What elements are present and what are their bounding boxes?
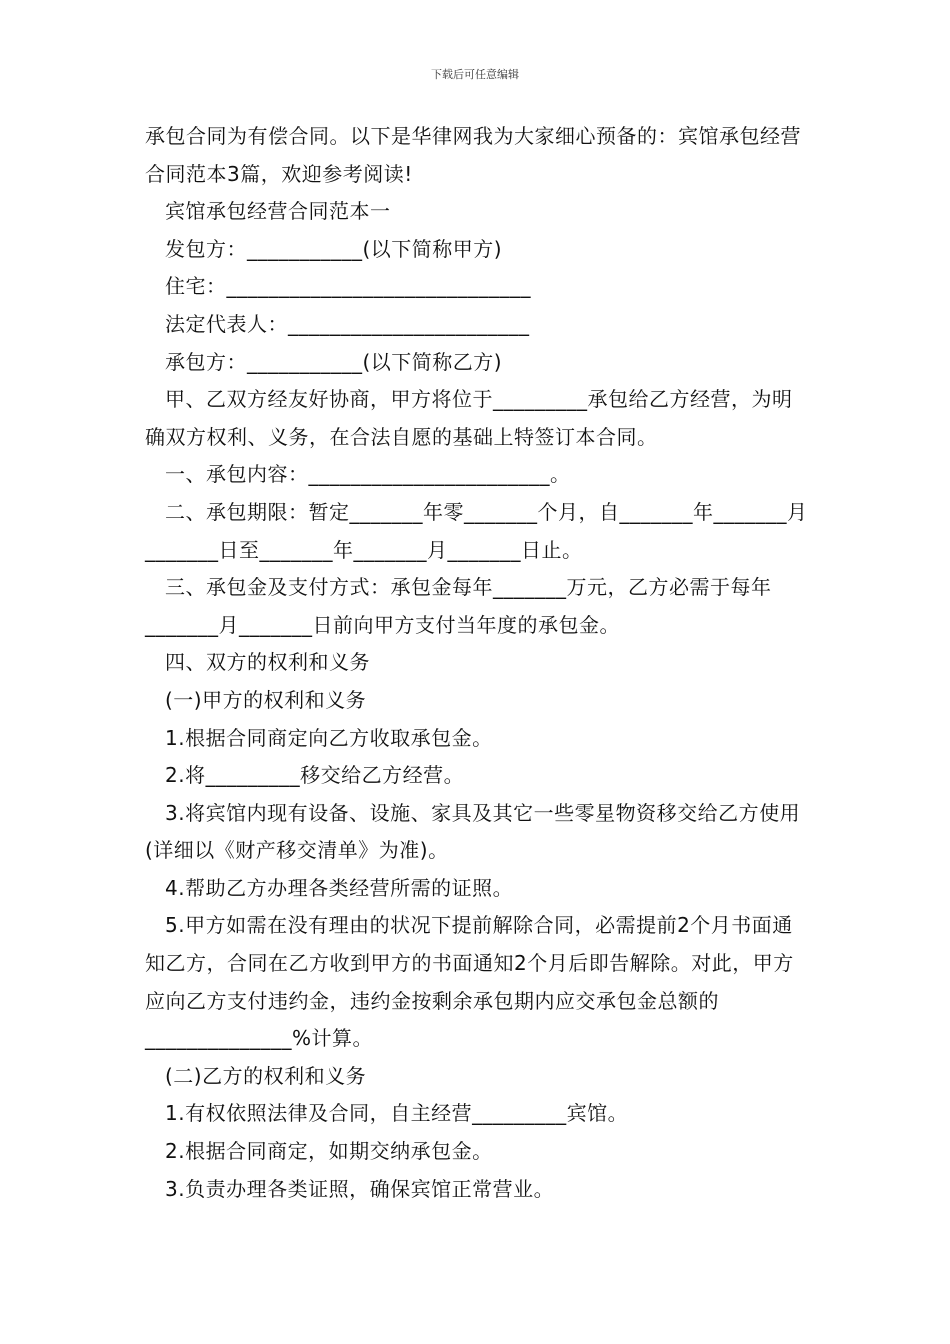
party-a-line: 发包方：___________(以下简称甲方) bbox=[165, 236, 503, 261]
party-a-item-3: 3.将宾馆内现有设备、设施、家具及其它一些零星物资移交给乙方使用(详细以《财产移交清单》为准)。 bbox=[145, 800, 801, 863]
clause-3-payment: 三、承包金及支付方式：承包金每年_______万元，乙方必需于每年_______月_______日前向甲方支付当年度的承包金。 bbox=[145, 575, 772, 637]
preamble-paragraph: 甲、乙双方经友好协商，甲方将位于_________承包给乙方经营，为明确双方权利、义务，在合法自愿的基础上特签订本合同。 bbox=[145, 387, 793, 449]
intro-paragraph: 承包合同为有偿合同。以下是华律网我为大家细心预备的：宾馆承包经营合同范本3篇，欢迎参考阅读! bbox=[145, 124, 801, 186]
party-a-item-2: 2.将_________移交给乙方经营。 bbox=[165, 763, 465, 788]
party-a-rights-heading: (一)甲方的权利和义务 bbox=[165, 687, 367, 712]
legal-representative-line: 法定代表人：_______________________ bbox=[165, 311, 530, 336]
party-b-item-1: 1.有权依照法律及合同，自主经营_________宾馆。 bbox=[165, 1101, 629, 1126]
party-b-line: 承包方：___________(以下简称乙方) bbox=[165, 349, 503, 374]
party-a-item-4: 4.帮助乙方办理各类经营所需的证照。 bbox=[165, 875, 514, 900]
address-line: 住宅：_____________________________ bbox=[165, 274, 531, 299]
clause-4-heading: 四、双方的权利和义务 bbox=[165, 650, 370, 675]
header-note: 下载后可任意编辑 bbox=[431, 68, 519, 81]
party-a-item-5: 5.甲方如需在没有理由的状况下提前解除合同，必需提前2个月书面通知乙方，合同在乙方收到甲方的书面通知2个月后即告解除。对此，甲方应向乙方支付违约金，违约金按剩余承包期内应交承包金总额的______________%计算。 bbox=[145, 913, 794, 1051]
party-a-item-1: 1.根据合同商定向乙方收取承包金。 bbox=[165, 725, 493, 750]
party-b-rights-heading: (二)乙方的权利和义务 bbox=[165, 1063, 367, 1088]
clause-1-content: 一、承包内容：_______________________。 bbox=[165, 462, 571, 487]
party-b-item-2: 2.根据合同商定，如期交纳承包金。 bbox=[165, 1139, 493, 1164]
clause-2-term: 二、承包期限：暂定_______年零_______个月，自_______年_______月_______日至_______年_______月_______日止。 bbox=[145, 499, 808, 562]
document-body bbox=[145, 118, 810, 1208]
contract-title: 宾馆承包经营合同范本一 bbox=[165, 199, 391, 224]
party-b-item-3: 3.负责办理各类证照，确保宾馆正常营业。 bbox=[165, 1176, 555, 1201]
